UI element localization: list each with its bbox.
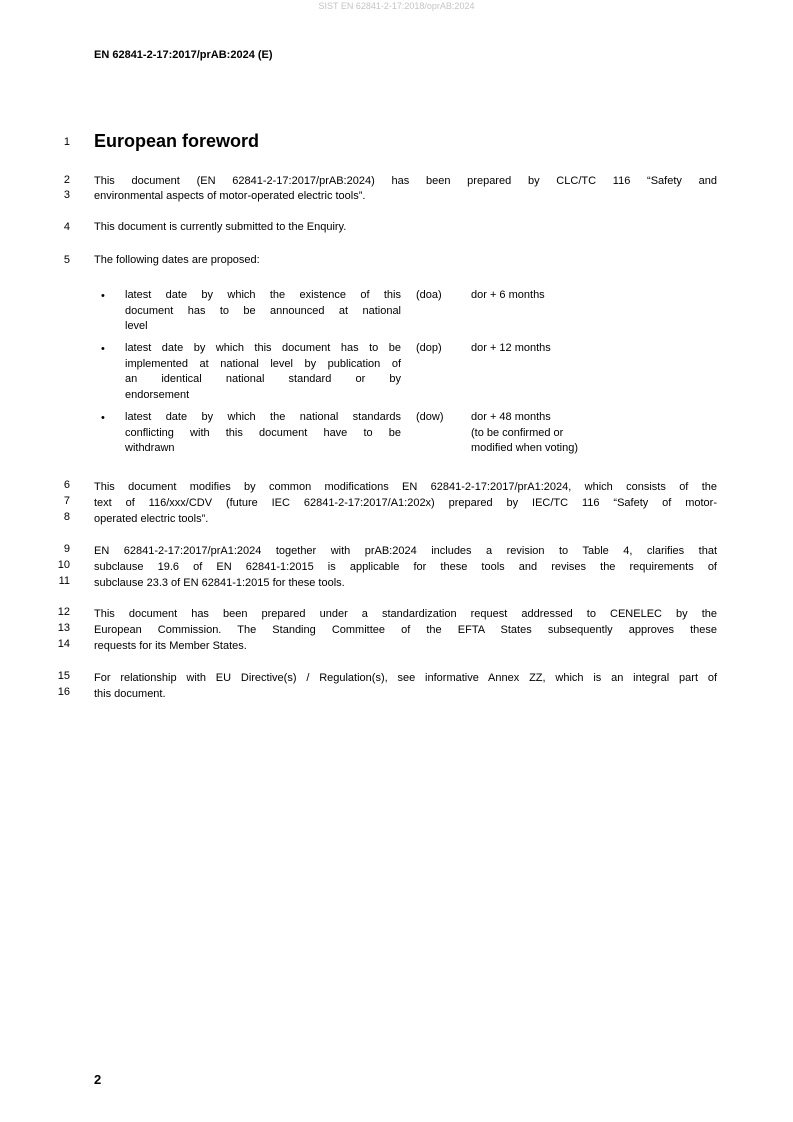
line-number: 15 bbox=[57, 670, 70, 682]
line-number: 3 bbox=[63, 189, 70, 201]
text-line: European Commission. The Standing Committee of the EFTA States subsequently approves these bbox=[94, 624, 717, 636]
line-number: 16 bbox=[57, 686, 70, 698]
line-number: 13 bbox=[57, 622, 70, 634]
text-line: document has to be announced at national bbox=[125, 304, 401, 317]
watermark: SIST EN 62841-2-17:2018/oprAB:2024 bbox=[318, 1, 475, 11]
text-line: dor + 48 months bbox=[471, 411, 551, 423]
line-number: 5 bbox=[63, 254, 70, 266]
date-description bbox=[125, 341, 401, 403]
text-line: implemented at national level by publication of bbox=[125, 357, 401, 370]
paragraph-enquiry bbox=[94, 221, 717, 235]
date-code: (dop) bbox=[416, 342, 442, 354]
text-line: (to be confirmed or bbox=[471, 426, 564, 439]
document-header: EN 62841-2-17:2017/prAB:2024 (E) bbox=[94, 49, 273, 61]
date-value bbox=[471, 341, 671, 357]
line-number: 10 bbox=[57, 559, 70, 571]
text-line: level bbox=[125, 320, 148, 332]
page-number: 2 bbox=[94, 1072, 102, 1087]
date-description bbox=[125, 410, 401, 457]
date-description bbox=[125, 288, 401, 335]
date-code: (dow) bbox=[416, 411, 444, 423]
text-line: an identical national standard or by bbox=[125, 373, 401, 385]
bullet: • bbox=[101, 412, 105, 424]
line-number: 2 bbox=[63, 174, 70, 186]
text-line: This document is currently submitted to the Enquiry. bbox=[94, 221, 347, 233]
text-line: text of 116/xxx/CDV (future IEC 62841-2-17:2017/A1:202x) prepared by IEC/TC 116 “Safety of motor- bbox=[94, 497, 717, 509]
text-line: subclause 19.6 of EN 62841-1:2015 is applicable for these tools and revises the requirements of bbox=[94, 561, 717, 573]
date-code: (doa) bbox=[416, 289, 442, 301]
text-line: This document has been prepared under a standardization request addressed to CENELEC by the bbox=[94, 608, 717, 620]
line-number: 14 bbox=[57, 638, 70, 650]
text-line: The following dates are proposed: bbox=[94, 254, 260, 266]
date-value bbox=[471, 288, 671, 304]
section-title: European foreword bbox=[94, 131, 260, 151]
text-line: endorsement bbox=[125, 388, 190, 401]
line-number: 12 bbox=[57, 606, 70, 618]
paragraph-standardization-request bbox=[94, 606, 717, 654]
line-number: 4 bbox=[63, 221, 70, 233]
line-number: 9 bbox=[63, 543, 70, 555]
paragraph-annex-zz bbox=[94, 670, 717, 702]
text-line: operated electric tools”. bbox=[94, 513, 209, 525]
date-value bbox=[471, 410, 671, 457]
paragraph-modifications bbox=[94, 479, 717, 527]
paragraph-prepared-by bbox=[94, 174, 717, 204]
text-line: modified when voting) bbox=[471, 442, 579, 454]
text-line: This document (EN 62841-2-17:2017/prAB:2024) has been prepared by CLC/TC 116 “Safety and bbox=[94, 175, 717, 187]
text-line: requests for its Member States. bbox=[94, 640, 247, 652]
text-line: withdrawn bbox=[125, 442, 175, 454]
line-number: 7 bbox=[63, 495, 70, 507]
line-number: 11 bbox=[58, 575, 70, 587]
paragraph-revision bbox=[94, 543, 717, 591]
text-line: conflicting with this document have to be bbox=[125, 426, 401, 439]
text-line: subclause 23.3 of EN 62841-1:2015 for these tools. bbox=[94, 577, 345, 589]
text-line: latest date by which the national standards bbox=[125, 411, 401, 423]
paragraph-dates-intro bbox=[94, 254, 717, 268]
line-number: 6 bbox=[63, 479, 70, 491]
text-line: This document modifies by common modifications EN 62841-2-17:2017/prA1:2024, which consists of the bbox=[94, 481, 717, 493]
bullet: • bbox=[101, 343, 105, 355]
text-line: latest date by which the existence of this bbox=[125, 289, 401, 301]
bullet: • bbox=[101, 290, 105, 302]
text-line: this document. bbox=[94, 688, 166, 700]
text-line: dor + 12 months bbox=[471, 342, 551, 354]
text-line: environmental aspects of motor-operated electric tools”. bbox=[94, 190, 366, 202]
line-number: 8 bbox=[63, 511, 70, 523]
text-line: latest date by which this document has to be bbox=[125, 342, 401, 354]
text-line: EN 62841-2-17:2017/prA1:2024 together with prAB:2024 includes a revision to Table 4, clarifies that bbox=[94, 545, 717, 557]
line-number: 1 bbox=[63, 136, 70, 148]
text-line: For relationship with EU Directive(s) / Regulation(s), see informative Annex ZZ, which is an integral part of bbox=[94, 672, 717, 684]
text-line: dor + 6 months bbox=[471, 289, 545, 301]
